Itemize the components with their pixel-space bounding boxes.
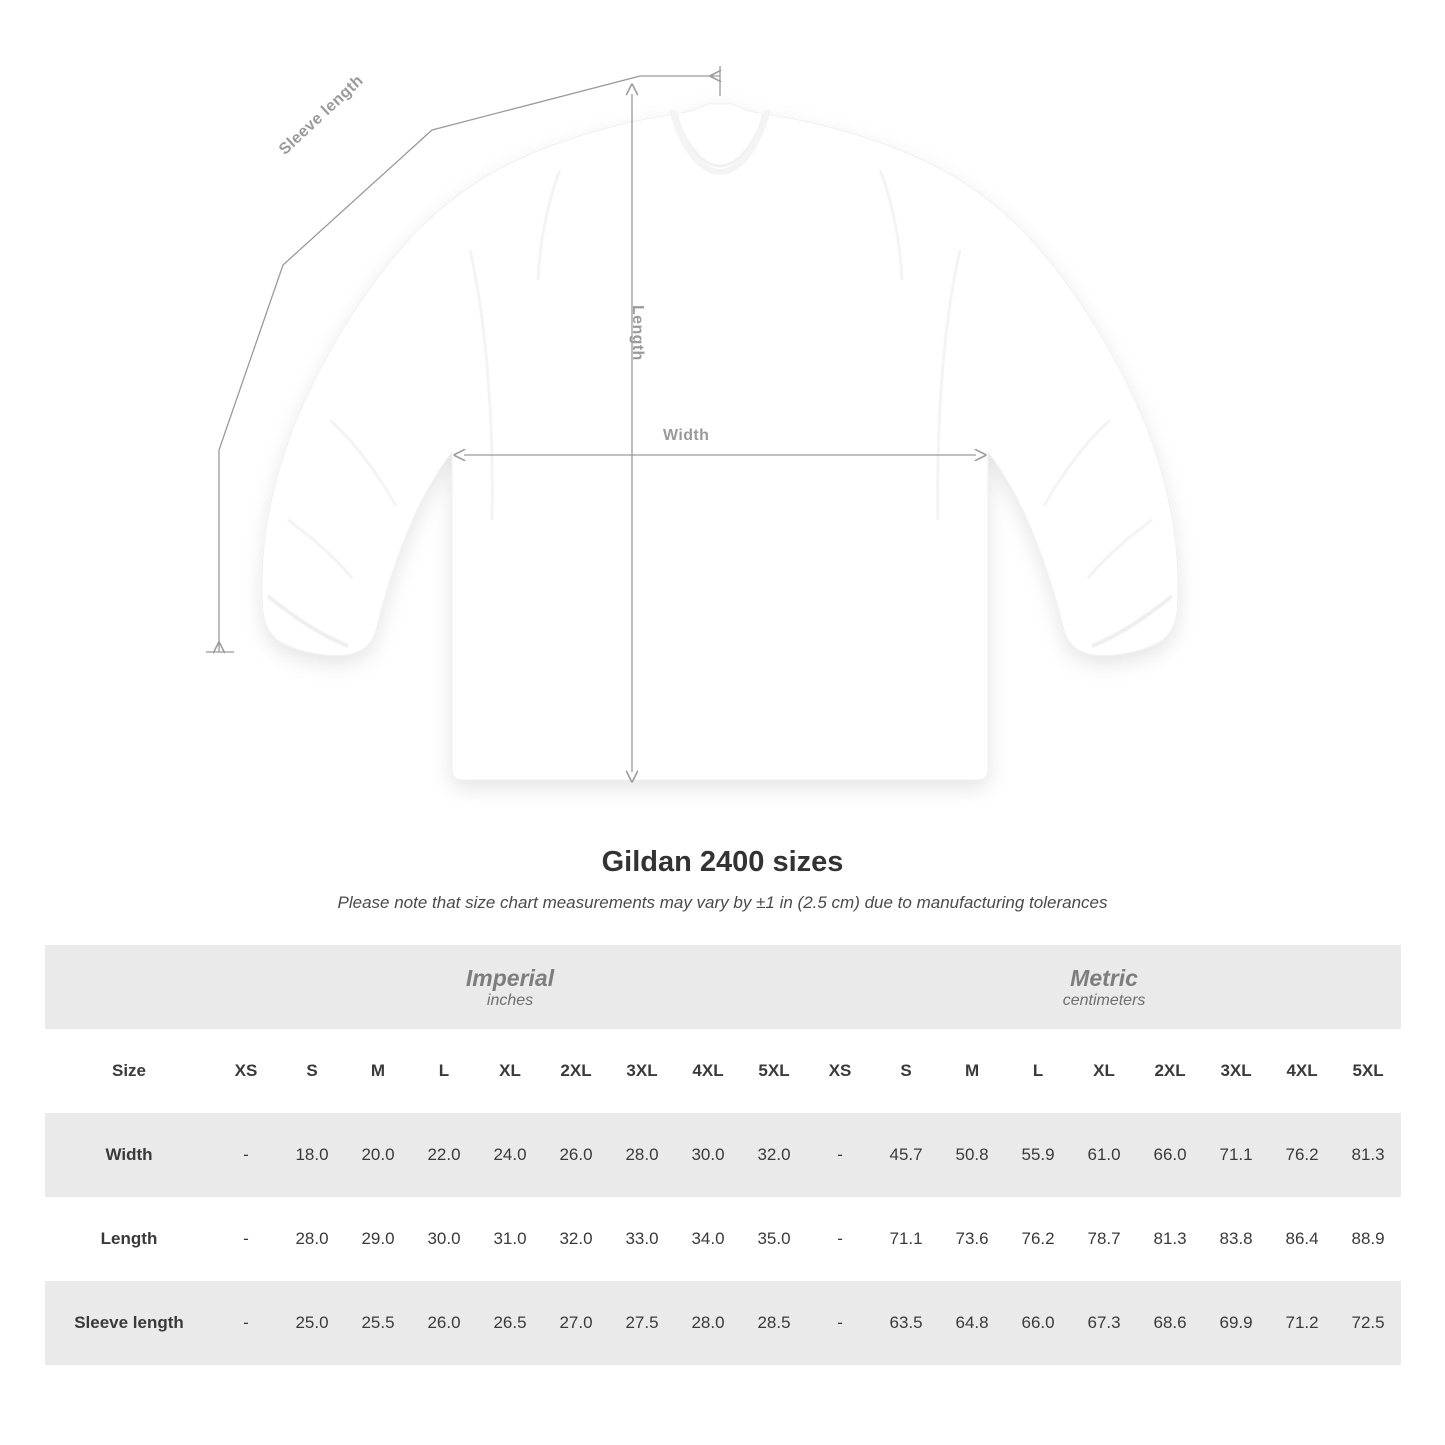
imperial-sublabel: inches <box>486 992 534 1010</box>
cell: 20.0 <box>345 1113 411 1197</box>
cell: 45.7 <box>873 1113 939 1197</box>
metric-group-cell <box>807 945 1401 1029</box>
cell: 67.3 <box>1071 1281 1137 1365</box>
table-row <box>45 1113 1401 1197</box>
size-table-wrapper <box>45 945 1400 1365</box>
cell: 24.0 <box>477 1113 543 1197</box>
header-cell: 4XL <box>675 1029 741 1113</box>
cell: 69.9 <box>1203 1281 1269 1365</box>
cell: 26.5 <box>477 1281 543 1365</box>
cell: 29.0 <box>345 1197 411 1281</box>
cell: - <box>807 1113 873 1197</box>
cell: 81.3 <box>1137 1197 1203 1281</box>
cell: 71.1 <box>1203 1113 1269 1197</box>
header-size: Size <box>45 1029 213 1113</box>
cell: 35.0 <box>741 1197 807 1281</box>
cell: 22.0 <box>411 1113 477 1197</box>
header-cell: 2XL <box>543 1029 609 1113</box>
table-row <box>45 1281 1401 1365</box>
cell: 88.9 <box>1335 1197 1401 1281</box>
cell: 66.0 <box>1137 1113 1203 1197</box>
header-cell: S <box>873 1029 939 1113</box>
cell: - <box>213 1113 279 1197</box>
table-row <box>45 1197 1401 1281</box>
cell: 71.1 <box>873 1197 939 1281</box>
metric-label: Metric <box>1070 964 1138 991</box>
cell: 32.0 <box>741 1113 807 1197</box>
unit-spacer-cell <box>45 945 213 1029</box>
row-label-sleeve-length: Sleeve length <box>45 1281 213 1365</box>
cell: 68.6 <box>1137 1281 1203 1365</box>
shirt-body-shape <box>262 104 1178 780</box>
cell: 26.0 <box>411 1281 477 1365</box>
size-table <box>45 945 1401 1365</box>
cell: 76.2 <box>1005 1197 1071 1281</box>
cell: 27.5 <box>609 1281 675 1365</box>
cell: 30.0 <box>675 1113 741 1197</box>
cell: 55.9 <box>1005 1113 1071 1197</box>
cell: 27.0 <box>543 1281 609 1365</box>
header-cell: M <box>939 1029 1005 1113</box>
cell: 72.5 <box>1335 1281 1401 1365</box>
metric-sublabel: centimeters <box>1062 992 1146 1010</box>
cell: 81.3 <box>1335 1113 1401 1197</box>
cell: - <box>213 1197 279 1281</box>
imperial-group-cell <box>213 945 807 1029</box>
cell: 76.2 <box>1269 1113 1335 1197</box>
cell: 28.0 <box>675 1281 741 1365</box>
sleeve-length-label: Sleeve length <box>276 72 367 159</box>
cell: 28.0 <box>279 1197 345 1281</box>
header-cell: 2XL <box>1137 1029 1203 1113</box>
unit-group-row <box>45 945 1401 1029</box>
header-cell: S <box>279 1029 345 1113</box>
header-cell: 3XL <box>1203 1029 1269 1113</box>
cell: 64.8 <box>939 1281 1005 1365</box>
cell: 78.7 <box>1071 1197 1137 1281</box>
cell: 86.4 <box>1269 1197 1335 1281</box>
cell: 34.0 <box>675 1197 741 1281</box>
header-cell: 3XL <box>609 1029 675 1113</box>
length-label: Length <box>629 305 646 361</box>
header-cell: XS <box>807 1029 873 1113</box>
imperial-label: Imperial <box>465 964 555 991</box>
width-label: Width <box>663 427 710 444</box>
header-cell: L <box>1005 1029 1071 1113</box>
cell: 26.0 <box>543 1113 609 1197</box>
header-cell: XL <box>1071 1029 1137 1113</box>
cell: 73.6 <box>939 1197 1005 1281</box>
table-header-row <box>45 1029 1401 1113</box>
cell: 50.8 <box>939 1113 1005 1197</box>
cell: 30.0 <box>411 1197 477 1281</box>
cell: 28.0 <box>609 1113 675 1197</box>
header-cell: M <box>345 1029 411 1113</box>
cell: 66.0 <box>1005 1281 1071 1365</box>
tolerance-note: Please note that size chart measurements may vary by ±1 in (2.5 cm) due to manufacturing tolerances <box>337 893 1108 912</box>
cell: 63.5 <box>873 1281 939 1365</box>
title-block <box>0 846 1445 913</box>
header-cell: 5XL <box>1335 1029 1401 1113</box>
cell: 18.0 <box>279 1113 345 1197</box>
cell: 25.0 <box>279 1281 345 1365</box>
cell: 32.0 <box>543 1197 609 1281</box>
row-label-width: Width <box>45 1113 213 1197</box>
cell: 61.0 <box>1071 1113 1137 1197</box>
cell: 83.8 <box>1203 1197 1269 1281</box>
header-cell: L <box>411 1029 477 1113</box>
cell: 33.0 <box>609 1197 675 1281</box>
header-cell: 5XL <box>741 1029 807 1113</box>
cell: 71.2 <box>1269 1281 1335 1365</box>
cell: 28.5 <box>741 1281 807 1365</box>
page-title: Gildan 2400 sizes <box>601 846 844 878</box>
cell: - <box>213 1281 279 1365</box>
cell: 31.0 <box>477 1197 543 1281</box>
cell: 25.5 <box>345 1281 411 1365</box>
header-cell: XS <box>213 1029 279 1113</box>
header-cell: 4XL <box>1269 1029 1335 1113</box>
header-cell: XL <box>477 1029 543 1113</box>
row-label-length: Length <box>45 1197 213 1281</box>
cell: - <box>807 1281 873 1365</box>
cell: - <box>807 1197 873 1281</box>
